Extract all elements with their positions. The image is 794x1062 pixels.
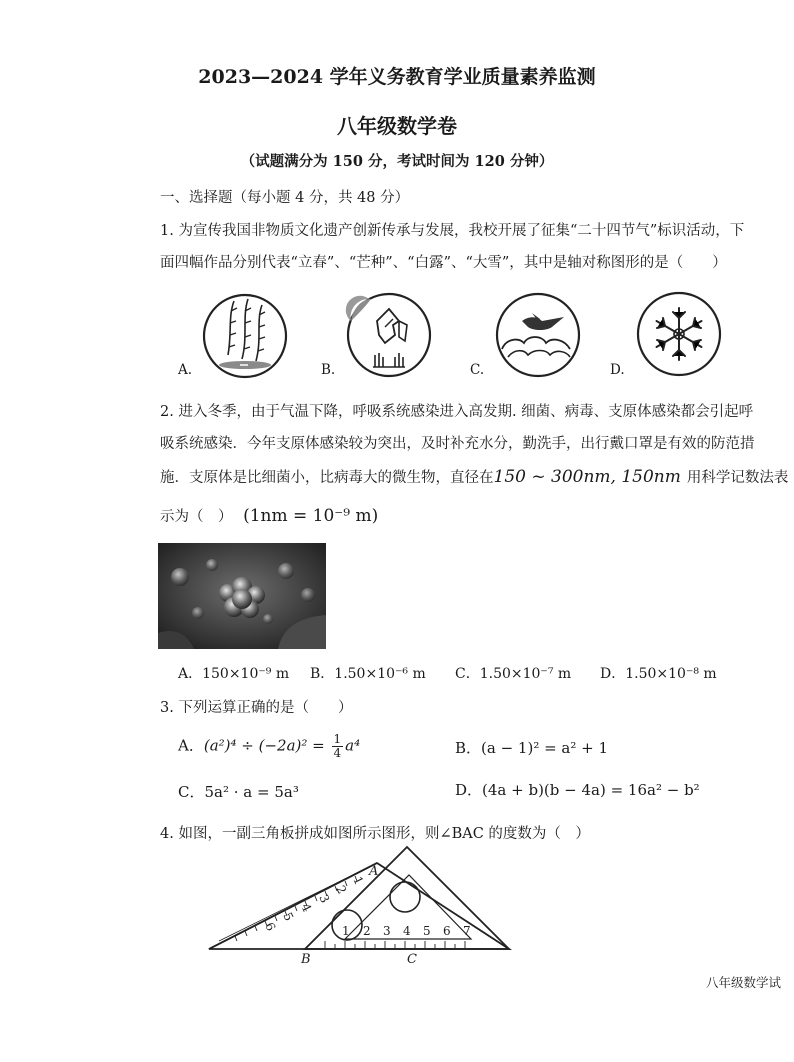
ruler-bottom-mark-5: 5 [423,924,431,938]
ruler-bottom-mark-2: 2 [363,924,371,938]
q1-option-b-label: B. [321,362,336,378]
q2-range-math: 150 ~ 300nm, 150nm [493,467,681,487]
q4-stem: 4. 如图，一副三角板拼成如图所示图形，则∠BAC 的度数为（ ） [160,826,590,842]
point-label-c: C [407,952,417,967]
ruler-bottom-mark-7: 7 [463,924,471,938]
solar-term-snow-icon [635,290,723,378]
ruler-left-mark-3: 3 [316,892,333,906]
ruler-left-mark-5: 5 [280,910,297,924]
ruler-bottom-mark-4: 4 [403,924,411,938]
q3-option-a-denominator: 4 [333,746,342,760]
q3-option-b: B．(a − 1)² = a² + 1 [455,739,609,757]
q2-line3-text: 施．支原体是比细菌小，比病毒大的微生物，直径在 [160,470,494,486]
ruler-bottom-mark-6: 6 [443,924,451,938]
q3-option-d: D．(4a + b)(b − 4a) = 16a² − b² [455,781,700,799]
q3-option-a-numerator: 1 [333,732,342,746]
triangle-rulers-figure [205,845,515,965]
exam-note: （试题满分为 150 分，考试时间为 120 分钟） [240,153,554,170]
ruler-bottom-mark-1: 1 [342,924,350,938]
q3-option-a-fraction [332,733,344,760]
q3-option-a-label: A． [178,736,204,755]
ruler-left-mark-4: 4 [298,901,315,915]
q1-option-c-label: C. [470,362,485,378]
q1-line2: 面四幅作品分别代表“立春”、“芒种”、“白露”、“大雪”，其中是轴对称图形的是（ ） [160,255,727,271]
q3-stem: 3. 下列运算正确的是（ ） [160,700,353,716]
point-label-a: A [369,864,379,879]
q1-option-d-label: D. [610,362,625,378]
q2-line1: 2. 进入冬季，由于气温下降，呼吸系统感染进入高发期. 细菌、病毒、支原体感染都会引起呼 [160,404,754,420]
q2-line3-tail: 用科学记数法表 [686,470,789,486]
solar-term-dew-icon [494,291,582,379]
q3-option-a-expr: (a²)⁴ ÷ (−2a)² = [203,736,325,755]
q2-option-a: A．150×10⁻⁹ m [178,666,290,682]
q3-option-a [178,733,360,760]
solar-term-spring-icon [202,293,288,379]
q2-option-b: B．1.50×10⁻⁶ m [310,666,426,682]
q3-option-a-tail: a⁴ [345,736,361,755]
exam-title: 2023—2024 学年义务教育学业质量素养监测 [198,66,596,88]
section-heading: 一、选择题（每小题 4 分，共 48 分） [160,190,410,206]
q2-line3 [160,466,788,487]
page-footer: 八年级数学试 [706,975,782,990]
point-label-b: B [301,952,311,967]
q1-line1: 1. 为宣传我国非物质文化遗产创新传承与发展，我校开展了征集“二十四节气”标识活动，下 [160,223,745,239]
q1-option-a-label: A. [178,362,193,378]
exam-subtitle: 八年级数学卷 [337,114,457,138]
q2-line4 [160,505,378,526]
solar-term-grain-icon [345,291,433,379]
q2-unit-math: (1nm = 10⁻⁹ m) [243,506,379,526]
ruler-left-mark-1: 1 [350,874,367,888]
ruler-left-mark-6: 6 [262,920,279,934]
mycoplasma-photo [158,543,326,649]
q3-option-c: C．5a² · a = 5a³ [178,783,299,801]
ruler-hole-right [390,882,420,912]
q2-option-d: D．1.50×10⁻⁸ m [600,666,717,682]
q2-line4-text: 示为（ ） [160,509,233,525]
ruler-left-mark-2: 2 [333,883,350,897]
q2-option-c: C．1.50×10⁻⁷ m [455,666,572,682]
q2-line2: 吸系统感染．今年支原体感染较为突出，及时补充水分，勤洗手，出行戴口罩是有效的防范措 [160,436,755,452]
ruler-bottom-mark-3: 3 [383,924,391,938]
